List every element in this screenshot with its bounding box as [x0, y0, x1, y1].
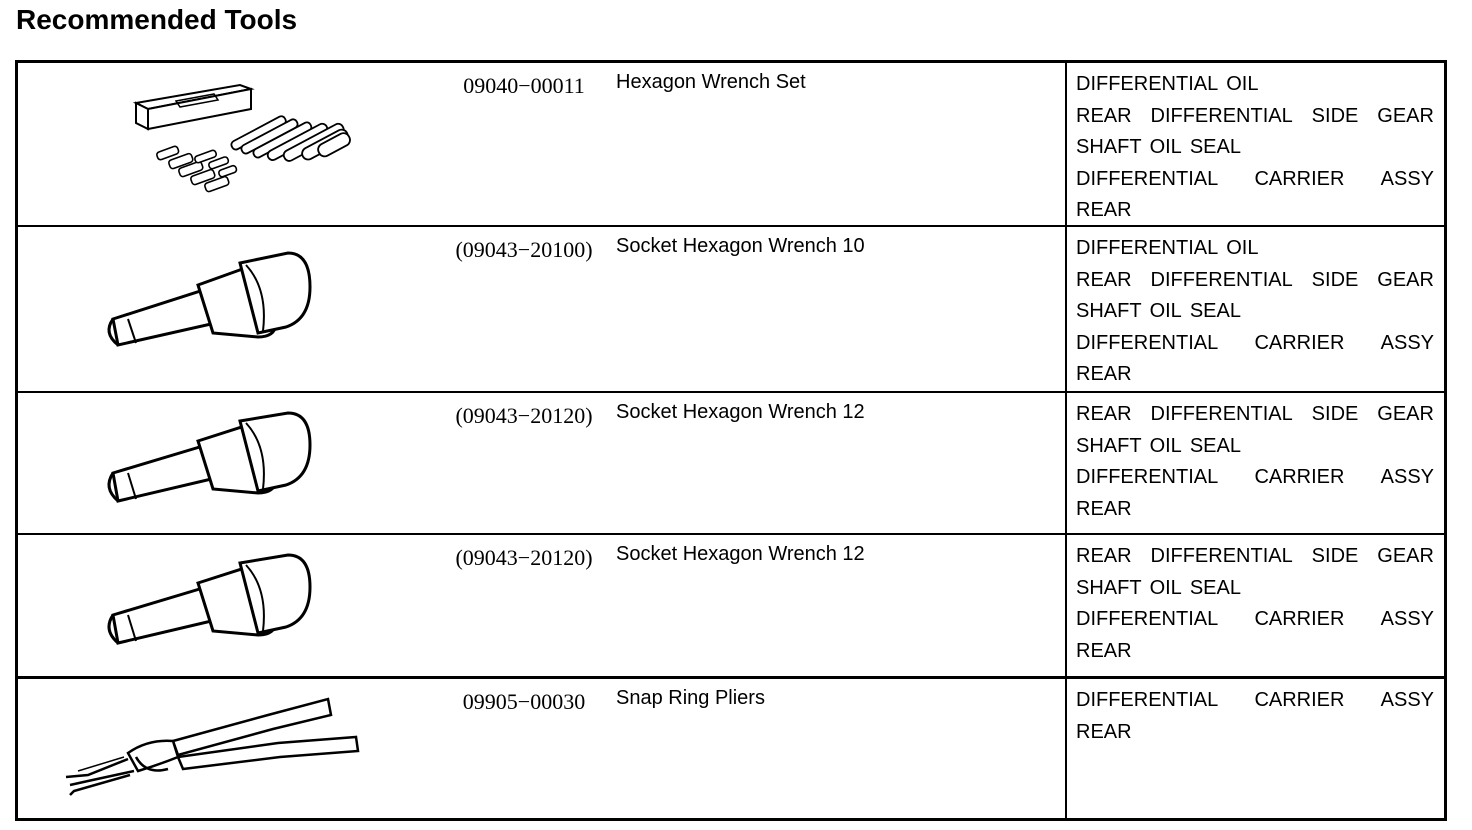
- usage-word: CARRIER: [1254, 608, 1345, 630]
- usage-list: [1076, 399, 1434, 525]
- usage-word: SHAFT: [1076, 300, 1142, 322]
- usage-line: [1076, 717, 1434, 749]
- tool-row: [18, 227, 1444, 393]
- usage-list: [1076, 685, 1434, 748]
- tool-name: Socket Hexagon Wrench 12: [616, 543, 865, 565]
- usage-list: [1076, 541, 1434, 667]
- usage-word: DIFFERENTIAL: [1076, 237, 1219, 259]
- usage-word: CARRIER: [1254, 167, 1345, 190]
- usage-word: CARRIER: [1254, 331, 1345, 354]
- usage-word: SHAFT: [1076, 136, 1142, 158]
- usage-word: REAR: [1076, 363, 1132, 385]
- usage-word: REAR: [1076, 104, 1132, 127]
- tool-row: [18, 393, 1444, 535]
- part-number: (09043−20120): [455, 545, 593, 570]
- usage-word: DIFFERENTIAL: [1076, 466, 1219, 488]
- usage-line: [1076, 399, 1434, 431]
- usage-list: [1076, 69, 1434, 227]
- usage-line: [1076, 685, 1434, 717]
- usage-word: GEAR: [1377, 104, 1434, 127]
- usage-word: SEAL: [1189, 136, 1241, 158]
- usage-word: SEAL: [1189, 434, 1241, 457]
- usage-word: SIDE: [1311, 268, 1359, 291]
- usage-line: [1076, 359, 1434, 391]
- part-number: (09043−20100): [455, 237, 593, 262]
- usage-word: REAR: [1076, 545, 1132, 567]
- usage-word: SHAFT: [1076, 434, 1142, 457]
- usage-line: [1076, 431, 1434, 463]
- usage-word: DIFFERENTIAL: [1076, 689, 1219, 711]
- usage-line: [1076, 636, 1434, 668]
- usage-word: OIL: [1149, 300, 1182, 322]
- usage-word: OIL: [1149, 434, 1182, 457]
- usage-word: DIFFERENTIAL: [1150, 104, 1293, 127]
- usage-line: [1076, 195, 1434, 227]
- tool-name: Hexagon Wrench Set: [616, 71, 806, 93]
- usage-list: [1076, 233, 1434, 391]
- usage-word: ASSY: [1380, 689, 1434, 711]
- tool-name: Snap Ring Pliers: [616, 687, 765, 709]
- part-number: 09905−00030: [462, 689, 586, 714]
- usage-word: REAR: [1076, 639, 1132, 662]
- tool-name: Socket Hexagon Wrench 12: [616, 401, 865, 423]
- usage-word: REAR: [1076, 199, 1132, 221]
- usage-word: DIFFERENTIAL: [1076, 331, 1219, 354]
- usage-line: [1076, 462, 1434, 494]
- usage-word: ASSY: [1380, 466, 1434, 488]
- tool-row: [18, 63, 1444, 227]
- tool-row: [18, 679, 1444, 818]
- page-title: Recommended Tools: [16, 4, 298, 35]
- usage-word: DIFFERENTIAL: [1076, 167, 1219, 190]
- usage-word: ASSY: [1380, 167, 1434, 190]
- socket-hexagon-wrench-icon: [18, 393, 418, 533]
- usage-line: [1076, 164, 1434, 196]
- usage-word: GEAR: [1377, 545, 1434, 567]
- usage-word: GEAR: [1377, 403, 1434, 425]
- usage-line: [1076, 604, 1434, 636]
- usage-word: SIDE: [1311, 545, 1359, 567]
- usage-word: OIL: [1226, 73, 1259, 95]
- usage-word: REAR: [1076, 403, 1132, 425]
- usage-word: DIFFERENTIAL: [1150, 403, 1293, 425]
- usage-word: SIDE: [1311, 104, 1359, 127]
- socket-hexagon-wrench-icon: [18, 535, 418, 676]
- socket-hexagon-wrench-icon: [18, 227, 418, 391]
- usage-word: CARRIER: [1254, 466, 1345, 488]
- usage-line: [1076, 101, 1434, 133]
- usage-word: DIFFERENTIAL: [1150, 545, 1293, 567]
- snap-ring-pliers-icon: [18, 679, 418, 818]
- usage-word: ASSY: [1380, 331, 1434, 354]
- usage-word: REAR: [1076, 268, 1132, 291]
- usage-word: SEAL: [1189, 576, 1241, 599]
- usage-line: [1076, 233, 1434, 265]
- usage-word: DIFFERENTIAL: [1150, 268, 1293, 291]
- usage-word: REAR: [1076, 720, 1132, 743]
- usage-word: OIL: [1226, 237, 1259, 259]
- usage-word: ASSY: [1380, 608, 1434, 630]
- usage-word: OIL: [1149, 576, 1182, 599]
- usage-word: SIDE: [1311, 403, 1359, 425]
- tool-name: Socket Hexagon Wrench 10: [616, 235, 865, 257]
- usage-line: [1076, 265, 1434, 297]
- usage-word: REAR: [1076, 497, 1132, 520]
- usage-line: [1076, 494, 1434, 526]
- part-number: (09043−20120): [455, 403, 593, 428]
- usage-line: [1076, 296, 1434, 328]
- usage-line: [1076, 132, 1434, 164]
- usage-word: DIFFERENTIAL: [1076, 73, 1219, 95]
- usage-word: CARRIER: [1254, 689, 1345, 711]
- usage-line: [1076, 573, 1434, 605]
- usage-word: DIFFERENTIAL: [1076, 608, 1219, 630]
- recommended-tools-table: [15, 60, 1447, 821]
- hexagon-wrench-set-icon: [18, 63, 418, 225]
- tool-row: [18, 535, 1444, 679]
- usage-line: [1076, 328, 1434, 360]
- usage-line: [1076, 69, 1434, 101]
- usage-word: GEAR: [1377, 268, 1434, 291]
- usage-line: [1076, 541, 1434, 573]
- usage-word: SEAL: [1189, 300, 1241, 322]
- usage-word: SHAFT: [1076, 576, 1142, 599]
- usage-word: OIL: [1149, 136, 1182, 158]
- part-number: 09040−00011: [463, 73, 585, 98]
